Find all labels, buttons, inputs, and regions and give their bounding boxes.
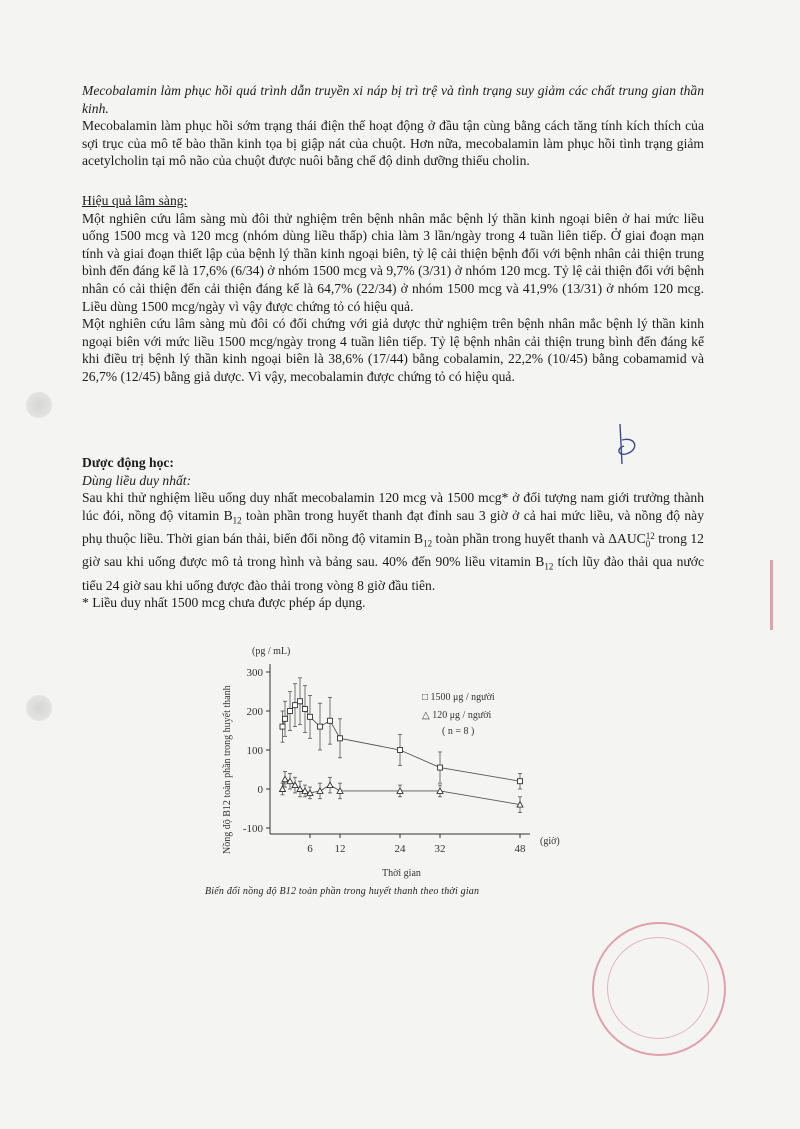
y-axis-unit: (pg / mL) — [252, 646, 291, 657]
serum-b12-chart — [210, 636, 600, 881]
clinical-heading: Hiệu quả lâm sàng: — [82, 193, 188, 208]
mechanism-paragraph: Mecobalamin làm phục hồi sớm trạng thái điện thế hoạt động ở đầu tận cùng bằng cách tăng tính kích thích của sợi trục của mô tế bào thần kinh tọa bị giập nát của chuột. Hơn nữa, mecobalamin làm phục hồi tình trạng giảm acetylcholin tại mô não của chuột được nuôi bằng chế độ dinh dưỡng thiếu cholin. — [82, 118, 704, 169]
pk-footnote: * Liều duy nhất 1500 mcg chưa được phép áp dụng. — [82, 595, 366, 611]
data-point-square — [283, 716, 288, 721]
legend-entry-120: △ 120 μg / người — [422, 710, 492, 721]
x-tick-label: 12 — [334, 843, 346, 855]
punch-hole — [26, 695, 52, 721]
x-tick-label: 6 — [307, 843, 313, 855]
data-point-square — [438, 765, 443, 770]
legend-n: ( n = 8 ) — [442, 726, 475, 737]
pk-subheading: Dùng liều duy nhất: — [82, 472, 192, 488]
data-point-square — [280, 724, 285, 729]
data-point-square — [338, 736, 343, 741]
x-tick-label: 32 — [434, 843, 446, 855]
data-point-square — [328, 718, 333, 723]
clinical-paragraph-2: Một nghiên cứu lâm sàng mù đôi có đối chứng với giả dược thử nghiệm trên bệnh nhân mắc bệnh lý thần kinh ngoại biên với mức liều 1500 mcg/ngày trong 4 tuần liên tiếp. Tỷ lệ bệnh nhân cải thiện trung bình đến đáng kể khi điều trị bệnh lý thần kinh ngoại biên là 38,6% (17/44) bằng cobalamin, 22,2% (10/45) bằng cobamamid và 26,7% (12/45) bằng giả dược. Vì vậy, mecobalamin được chứng tỏ có hiệu quả. — [82, 316, 704, 384]
section-clinical — [82, 192, 704, 386]
data-point-square — [303, 707, 308, 712]
clinical-paragraph-1: Một nghiên cứu lâm sàng mù đôi thử nghiệm trên bệnh nhân mắc bệnh lý thần kinh ngoại biên ở hai mức liều uống 1500 mcg và 120 mcg (nhóm dùng liều thấp) chia làm 3 lần/ngày trong 4 tuần liên tiếp. Ở giai đoạn mạn tính và giai đoạn thiết lập của bệnh lý thần kinh ngoại biên, tỷ lệ cải thiện bệnh đối với bệnh nhân cải thiện trung bình đến đáng kể là 17,6% (6/34) ở nhóm 1500 mcg và 9,7% (3/31) ở nhóm 120 mcg. Tỷ lệ cải thiện đối với bệnh nhân có cải thiện đến cải thiện đáng kể là 64,7% (22/34) ở nhóm 1500 mcg và 41,9% (13/31) ở nhóm 120 mcg. Liều dùng 1500 mcg/ngày vì vậy được chứng tỏ có hiệu quả. — [82, 210, 704, 314]
data-point-triangle — [282, 776, 288, 782]
data-point-square — [293, 703, 298, 708]
data-point-square — [398, 748, 403, 753]
y-axis-label: Nồng độ B12 toàn phần trong huyết thanh — [222, 685, 233, 854]
y-tick-label: 100 — [246, 745, 263, 757]
chart-caption: Biến đổi nồng độ B12 toàn phần trong huyết thanh theo thời gian — [205, 886, 480, 897]
data-point-square — [308, 714, 313, 719]
pk-heading: Dược động học: — [82, 455, 174, 470]
y-tick-label: 200 — [246, 706, 263, 718]
data-point-triangle — [327, 782, 333, 788]
punch-hole — [26, 392, 52, 418]
data-point-square — [518, 779, 523, 784]
mechanism-heading: Mecobalamin làm phục hồi quá trình dẫn truyền xi náp bị trì trệ và tình trạng suy giảm các chất trung gian thần kinh. — [82, 83, 704, 116]
data-point-triangle — [317, 788, 323, 794]
company-seal-inner — [607, 937, 709, 1039]
x-tick-label: 24 — [394, 843, 406, 855]
data-point-square — [298, 699, 303, 704]
x-tick-label: 48 — [514, 843, 526, 855]
y-tick-label: 300 — [246, 667, 263, 679]
legend-entry-1500: □ 1500 μg / người — [422, 692, 495, 703]
x-axis-unit: (giờ) — [540, 836, 560, 847]
section-mechanism — [82, 82, 704, 170]
red-margin-mark — [770, 560, 787, 630]
data-point-square — [288, 709, 293, 714]
x-axis-label: Thời gian — [382, 868, 421, 879]
y-tick-label: -100 — [242, 823, 263, 835]
y-tick-label: 0 — [257, 784, 263, 796]
section-pharmacokinetics — [82, 454, 704, 612]
data-point-square — [318, 724, 323, 729]
pk-paragraph: Sau khi thử nghiệm liều uống duy nhất mecobalamin 120 mcg và 1500 mcg* ở đối tượng nam giới trưởng thành lúc đói, nồng độ vitamin $B_{12}$ toàn phần trong huyết thanh đạt đỉnh sau 3 giờ ở cả hai mức liều, và nồng độ này phụ thuộc liều. Thời gian bán thải, biến đổi nồng độ vitamin $B_{12}$ toàn phần trong huyết thanh và ΔAUC 12 0 trong 12 giờ sau khi uống được mô tả trong hình và bảng sau. 40% đến 90% liều vitamin $B_{12}$ tích lũy đào thải qua nước tiểu 24 giờ sau khi uống được đào thải trong vòng 8 giờ đầu tiên. — [82, 490, 705, 593]
